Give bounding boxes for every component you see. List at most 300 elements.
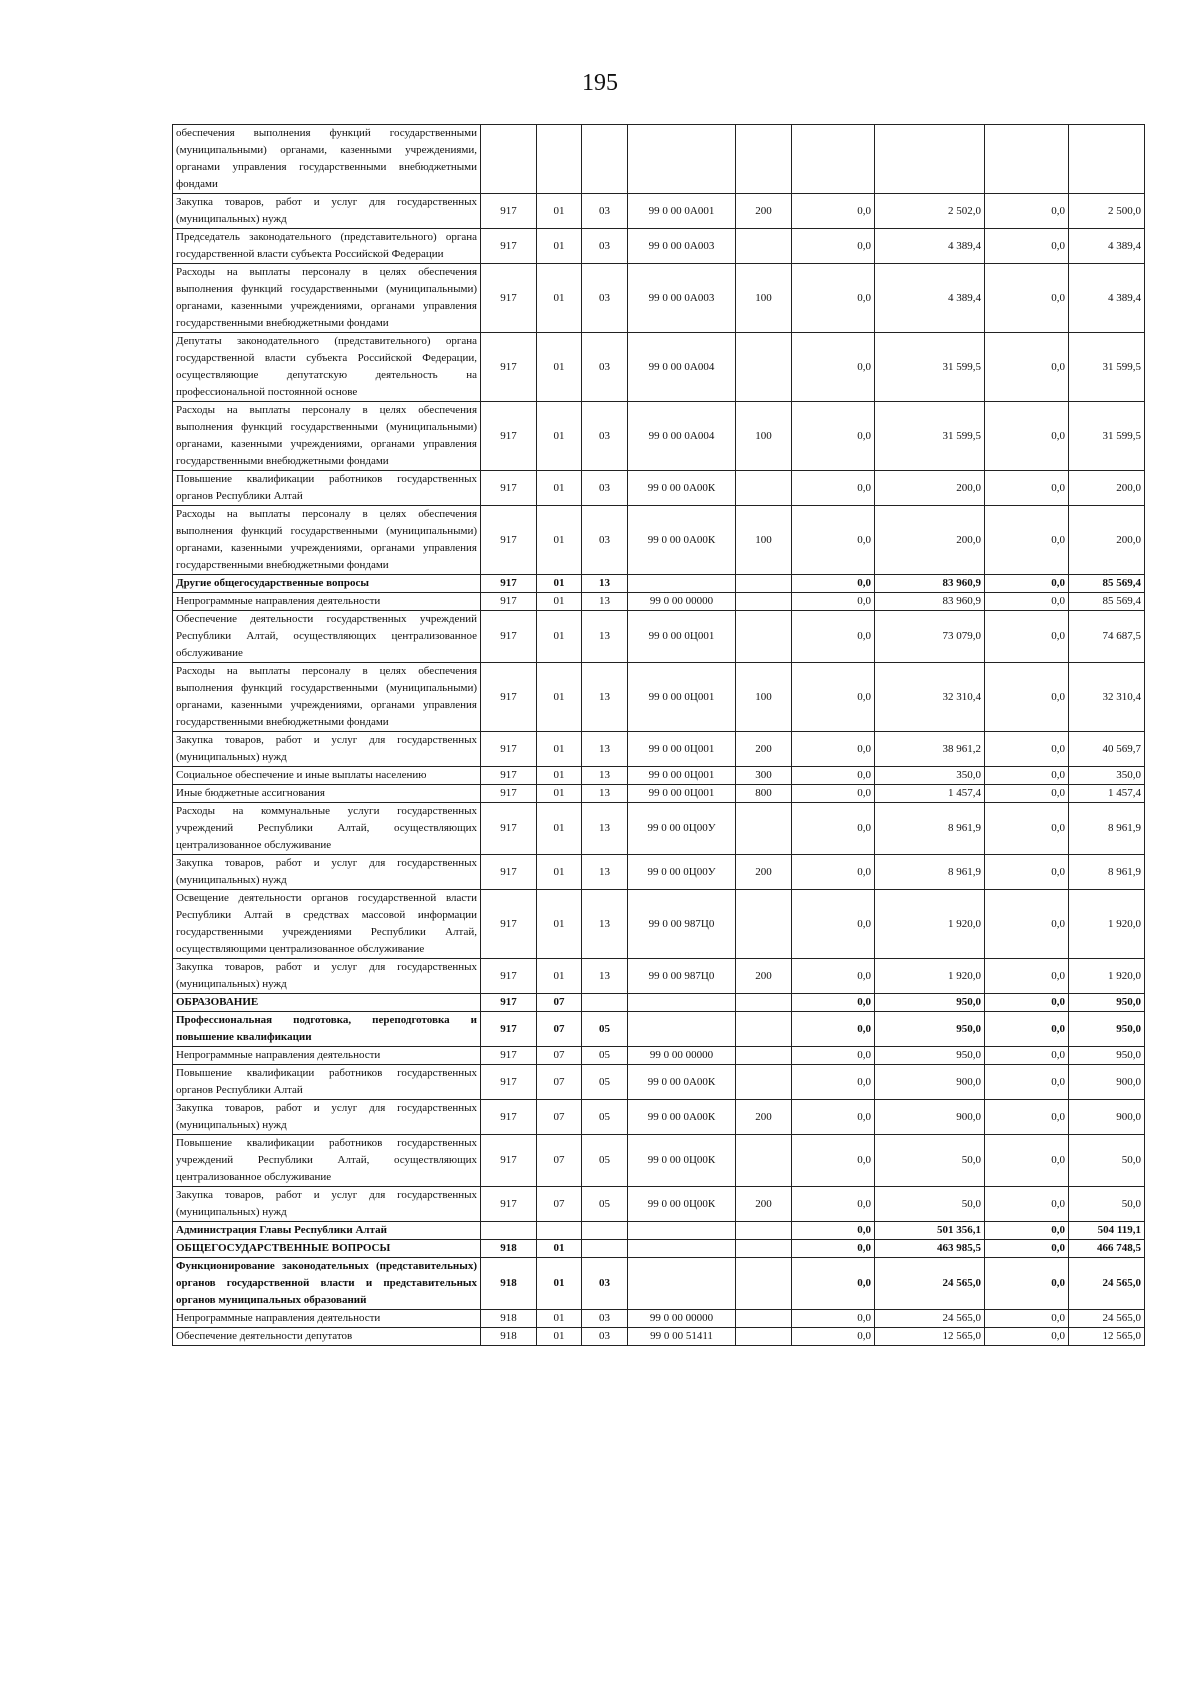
cell-ministry-code: 917 [481, 575, 537, 593]
cell-section-code: 01 [537, 959, 582, 994]
cell-expense-type-code [736, 1012, 792, 1047]
cell-expense-type-code [736, 611, 792, 663]
cell-expense-type-code [736, 1240, 792, 1258]
table-row [173, 803, 1145, 855]
cell-ministry-code: 917 [481, 890, 537, 959]
cell-amount-3: 0,0 [985, 785, 1069, 803]
cell-target-item-code: 99 0 00 00000 [628, 1047, 736, 1065]
cell-expense-type-code: 300 [736, 767, 792, 785]
cell-amount-4: 31 599,5 [1069, 402, 1145, 471]
cell-amount-4: 50,0 [1069, 1135, 1145, 1187]
cell-amount-4: 8 961,9 [1069, 855, 1145, 890]
cell-amount-2: 38 961,2 [875, 732, 985, 767]
cell-amount-2: 2 502,0 [875, 194, 985, 229]
cell-amount-3: 0,0 [985, 1222, 1069, 1240]
cell-amount-1: 0,0 [792, 593, 875, 611]
cell-description: Закупка товаров, работ и услуг для государственных (муниципальных) нужд [173, 732, 481, 767]
cell-amount-4: 12 565,0 [1069, 1328, 1145, 1346]
cell-amount-4: 4 389,4 [1069, 229, 1145, 264]
table-row [173, 890, 1145, 959]
cell-ministry-code: 917 [481, 194, 537, 229]
table-row [173, 333, 1145, 402]
table-body [173, 125, 1145, 1346]
cell-section-code: 07 [537, 1187, 582, 1222]
cell-description: Освещение деятельности органов государственной власти Республики Алтай в средствах массовой информации государственными учреждениями Республики Алтай, осуществляющими централизованное обслуживание [173, 890, 481, 959]
cell-expense-type-code [736, 229, 792, 264]
cell-expense-type-code [736, 994, 792, 1012]
cell-amount-3: 0,0 [985, 402, 1069, 471]
cell-ministry-code: 917 [481, 593, 537, 611]
table-row [173, 611, 1145, 663]
cell-ministry-code: 917 [481, 1012, 537, 1047]
cell-amount-3: 0,0 [985, 855, 1069, 890]
cell-expense-type-code: 200 [736, 194, 792, 229]
cell-description: Профессиональная подготовка, переподготовка и повышение квалификации [173, 1012, 481, 1047]
cell-amount-4: 504 119,1 [1069, 1222, 1145, 1240]
cell-ministry-code: 917 [481, 1065, 537, 1100]
table-row [173, 1187, 1145, 1222]
cell-ministry-code: 917 [481, 803, 537, 855]
cell-section-code: 01 [537, 471, 582, 506]
cell-description: обеспечения выполнения функций государственными (муниципальными) органами, казенными учреждениями, органами управления государственными внебюджетными фондами [173, 125, 481, 194]
cell-subsection-code [582, 994, 628, 1012]
cell-amount-4: 900,0 [1069, 1065, 1145, 1100]
cell-amount-2: 24 565,0 [875, 1258, 985, 1310]
cell-description: Социальное обеспечение и иные выплаты населению [173, 767, 481, 785]
cell-ministry-code [481, 1222, 537, 1240]
cell-section-code: 01 [537, 575, 582, 593]
cell-expense-type-code [736, 1047, 792, 1065]
cell-amount-1: 0,0 [792, 663, 875, 732]
cell-expense-type-code: 200 [736, 732, 792, 767]
cell-subsection-code: 03 [582, 194, 628, 229]
cell-amount-1: 0,0 [792, 1065, 875, 1100]
cell-amount-3: 0,0 [985, 575, 1069, 593]
cell-amount-1: 0,0 [792, 1012, 875, 1047]
cell-expense-type-code [736, 890, 792, 959]
cell-amount-1: 0,0 [792, 264, 875, 333]
cell-target-item-code [628, 1258, 736, 1310]
cell-section-code: 01 [537, 1258, 582, 1310]
cell-amount-4: 4 389,4 [1069, 264, 1145, 333]
cell-ministry-code: 917 [481, 1047, 537, 1065]
cell-amount-3: 0,0 [985, 333, 1069, 402]
cell-amount-1: 0,0 [792, 1328, 875, 1346]
cell-description: Расходы на выплаты персоналу в целях обеспечения выполнения функций государственными (муниципальными) органами, казенными учреждениями, органами управления государственными внебюджетными фондами [173, 506, 481, 575]
cell-amount-1: 0,0 [792, 994, 875, 1012]
cell-target-item-code: 99 0 00 0Ц001 [628, 785, 736, 803]
cell-section-code: 01 [537, 767, 582, 785]
cell-subsection-code: 13 [582, 767, 628, 785]
page-number: 195 [582, 70, 618, 96]
cell-ministry-code: 917 [481, 402, 537, 471]
cell-expense-type-code [736, 1135, 792, 1187]
cell-subsection-code: 03 [582, 1328, 628, 1346]
cell-target-item-code: 99 0 00 0Ц001 [628, 663, 736, 732]
cell-amount-4: 85 569,4 [1069, 593, 1145, 611]
cell-expense-type-code: 100 [736, 663, 792, 732]
cell-amount-4: 950,0 [1069, 994, 1145, 1012]
cell-ministry-code: 917 [481, 1187, 537, 1222]
cell-ministry-code: 917 [481, 506, 537, 575]
table-row [173, 1240, 1145, 1258]
cell-amount-2: 1 457,4 [875, 785, 985, 803]
cell-amount-2: 31 599,5 [875, 402, 985, 471]
cell-subsection-code: 03 [582, 471, 628, 506]
cell-target-item-code: 99 0 00 0А001 [628, 194, 736, 229]
cell-amount-3 [985, 125, 1069, 194]
cell-amount-4: 200,0 [1069, 506, 1145, 575]
cell-amount-3: 0,0 [985, 803, 1069, 855]
cell-description: ОБЩЕГОСУДАРСТВЕННЫЕ ВОПРОСЫ [173, 1240, 481, 1258]
table-row [173, 1328, 1145, 1346]
cell-amount-3: 0,0 [985, 890, 1069, 959]
cell-target-item-code: 99 0 00 987Ц0 [628, 959, 736, 994]
cell-amount-2: 24 565,0 [875, 1310, 985, 1328]
cell-subsection-code: 13 [582, 732, 628, 767]
cell-amount-2: 8 961,9 [875, 803, 985, 855]
cell-subsection-code: 05 [582, 1187, 628, 1222]
cell-target-item-code: 99 0 00 0Ц001 [628, 732, 736, 767]
cell-amount-4: 200,0 [1069, 471, 1145, 506]
cell-expense-type-code: 200 [736, 1100, 792, 1135]
cell-target-item-code: 99 0 00 0А00К [628, 1100, 736, 1135]
table-row [173, 402, 1145, 471]
cell-ministry-code: 917 [481, 1100, 537, 1135]
cell-amount-2 [875, 125, 985, 194]
cell-amount-2: 83 960,9 [875, 575, 985, 593]
cell-ministry-code: 917 [481, 994, 537, 1012]
cell-subsection-code: 05 [582, 1012, 628, 1047]
cell-ministry-code: 918 [481, 1310, 537, 1328]
cell-amount-1 [792, 125, 875, 194]
cell-amount-4: 1 920,0 [1069, 959, 1145, 994]
cell-amount-3: 0,0 [985, 1328, 1069, 1346]
cell-amount-1: 0,0 [792, 1187, 875, 1222]
cell-subsection-code: 03 [582, 333, 628, 402]
cell-expense-type-code [736, 593, 792, 611]
cell-amount-4: 40 569,7 [1069, 732, 1145, 767]
cell-description: Непрограммные направления деятельности [173, 1310, 481, 1328]
cell-description: Расходы на выплаты персоналу в целях обеспечения выполнения функций государственными (муниципальными) органами, казенными учреждениями, органами управления государственными внебюджетными фондами [173, 663, 481, 732]
cell-description: Повышение квалификации работников государственных органов Республики Алтай [173, 1065, 481, 1100]
table-row [173, 471, 1145, 506]
cell-subsection-code: 03 [582, 1258, 628, 1310]
cell-ministry-code: 917 [481, 611, 537, 663]
cell-section-code: 07 [537, 994, 582, 1012]
table-row [173, 1047, 1145, 1065]
cell-target-item-code [628, 1240, 736, 1258]
cell-target-item-code: 99 0 00 0А003 [628, 229, 736, 264]
cell-section-code: 07 [537, 1135, 582, 1187]
cell-amount-3: 0,0 [985, 1310, 1069, 1328]
table-row [173, 1310, 1145, 1328]
cell-expense-type-code [736, 471, 792, 506]
cell-subsection-code: 13 [582, 575, 628, 593]
cell-subsection-code: 13 [582, 785, 628, 803]
cell-section-code: 01 [537, 611, 582, 663]
cell-amount-3: 0,0 [985, 1135, 1069, 1187]
cell-amount-2: 200,0 [875, 471, 985, 506]
cell-target-item-code: 99 0 00 00000 [628, 593, 736, 611]
cell-ministry-code: 918 [481, 1240, 537, 1258]
cell-amount-3: 0,0 [985, 506, 1069, 575]
cell-description: Непрограммные направления деятельности [173, 593, 481, 611]
cell-target-item-code: 99 0 00 0Ц001 [628, 611, 736, 663]
cell-description: Обеспечение деятельности депутатов [173, 1328, 481, 1346]
cell-amount-4: 8 961,9 [1069, 803, 1145, 855]
cell-amount-1: 0,0 [792, 767, 875, 785]
cell-target-item-code: 99 0 00 987Ц0 [628, 890, 736, 959]
cell-amount-3: 0,0 [985, 1012, 1069, 1047]
cell-description: Повышение квалификации работников государственных органов Республики Алтай [173, 471, 481, 506]
table-row [173, 229, 1145, 264]
cell-amount-4: 32 310,4 [1069, 663, 1145, 732]
cell-amount-1: 0,0 [792, 1310, 875, 1328]
cell-target-item-code: 99 0 00 0А00К [628, 506, 736, 575]
cell-amount-1: 0,0 [792, 1100, 875, 1135]
table-row [173, 264, 1145, 333]
cell-subsection-code: 03 [582, 229, 628, 264]
cell-target-item-code [628, 994, 736, 1012]
table-row [173, 767, 1145, 785]
cell-section-code: 01 [537, 506, 582, 575]
cell-description: Председатель законодательного (представительного) органа государственной власти субъекта Российской Федерации [173, 229, 481, 264]
cell-amount-4: 1 457,4 [1069, 785, 1145, 803]
cell-amount-3: 0,0 [985, 471, 1069, 506]
cell-description: Расходы на коммунальные услуги государственных учреждений Республики Алтай, осуществляющих централизованное обслуживание [173, 803, 481, 855]
cell-subsection-code [582, 1240, 628, 1258]
cell-subsection-code: 05 [582, 1135, 628, 1187]
cell-expense-type-code [736, 575, 792, 593]
table-row [173, 1100, 1145, 1135]
cell-subsection-code: 05 [582, 1047, 628, 1065]
cell-amount-4: 950,0 [1069, 1047, 1145, 1065]
cell-section-code: 01 [537, 1328, 582, 1346]
table-row [173, 125, 1145, 194]
table-row [173, 732, 1145, 767]
cell-amount-1: 0,0 [792, 803, 875, 855]
cell-target-item-code [628, 575, 736, 593]
cell-expense-type-code [736, 1258, 792, 1310]
cell-section-code: 01 [537, 194, 582, 229]
cell-description: Иные бюджетные ассигнования [173, 785, 481, 803]
cell-section-code: 07 [537, 1100, 582, 1135]
cell-ministry-code: 917 [481, 663, 537, 732]
cell-description: Расходы на выплаты персоналу в целях обеспечения выполнения функций государственными (муниципальными) органами, казенными учреждениями, органами управления государственными внебюджетными фондами [173, 402, 481, 471]
cell-subsection-code: 13 [582, 959, 628, 994]
cell-description: Непрограммные направления деятельности [173, 1047, 481, 1065]
cell-ministry-code: 917 [481, 959, 537, 994]
table-row [173, 959, 1145, 994]
cell-section-code: 01 [537, 732, 582, 767]
cell-amount-1: 0,0 [792, 194, 875, 229]
cell-expense-type-code [736, 1310, 792, 1328]
cell-target-item-code [628, 1222, 736, 1240]
cell-amount-3: 0,0 [985, 1100, 1069, 1135]
cell-subsection-code: 13 [582, 663, 628, 732]
cell-subsection-code: 05 [582, 1065, 628, 1100]
cell-ministry-code: 918 [481, 1328, 537, 1346]
cell-description: Повышение квалификации работников государственных учреждений Республики Алтай, осуществляющих централизованное обслуживание [173, 1135, 481, 1187]
cell-amount-3: 0,0 [985, 1258, 1069, 1310]
cell-amount-1: 0,0 [792, 229, 875, 264]
cell-amount-1: 0,0 [792, 1222, 875, 1240]
cell-amount-4: 50,0 [1069, 1187, 1145, 1222]
cell-target-item-code: 99 0 00 00000 [628, 1310, 736, 1328]
cell-section-code: 01 [537, 264, 582, 333]
cell-ministry-code: 918 [481, 1258, 537, 1310]
cell-ministry-code: 917 [481, 855, 537, 890]
cell-amount-3: 0,0 [985, 1065, 1069, 1100]
cell-amount-2: 4 389,4 [875, 229, 985, 264]
cell-description: Закупка товаров, работ и услуг для государственных (муниципальных) нужд [173, 1100, 481, 1135]
table-row [173, 855, 1145, 890]
cell-subsection-code: 13 [582, 803, 628, 855]
cell-section-code: 01 [537, 402, 582, 471]
cell-ministry-code: 917 [481, 767, 537, 785]
cell-target-item-code: 99 0 00 0А004 [628, 333, 736, 402]
cell-ministry-code: 917 [481, 264, 537, 333]
cell-section-code: 01 [537, 785, 582, 803]
cell-amount-1: 0,0 [792, 1240, 875, 1258]
cell-target-item-code: 99 0 00 0Ц001 [628, 767, 736, 785]
cell-subsection-code: 13 [582, 611, 628, 663]
cell-amount-1: 0,0 [792, 333, 875, 402]
cell-amount-3: 0,0 [985, 264, 1069, 333]
cell-description: Расходы на выплаты персоналу в целях обеспечения выполнения функций государственными (муниципальными) органами, казенными учреждениями, органами управления государственными внебюджетными фондами [173, 264, 481, 333]
cell-amount-1: 0,0 [792, 732, 875, 767]
cell-amount-2: 8 961,9 [875, 855, 985, 890]
cell-subsection-code: 13 [582, 855, 628, 890]
cell-target-item-code: 99 0 00 0А003 [628, 264, 736, 333]
cell-section-code: 01 [537, 855, 582, 890]
table-row [173, 785, 1145, 803]
cell-amount-3: 0,0 [985, 1187, 1069, 1222]
cell-target-item-code [628, 125, 736, 194]
cell-ministry-code: 917 [481, 229, 537, 264]
cell-description: Закупка товаров, работ и услуг для государственных (муниципальных) нужд [173, 1187, 481, 1222]
cell-expense-type-code: 100 [736, 402, 792, 471]
cell-description: Закупка товаров, работ и услуг для государственных (муниципальных) нужд [173, 959, 481, 994]
cell-target-item-code: 99 0 00 51411 [628, 1328, 736, 1346]
cell-amount-4: 24 565,0 [1069, 1310, 1145, 1328]
cell-description: Функционирование законодательных (представительных) органов государственной власти и представительных органов муниципальных образований [173, 1258, 481, 1310]
cell-description: Другие общегосударственные вопросы [173, 575, 481, 593]
table-row [173, 194, 1145, 229]
table-row [173, 1135, 1145, 1187]
cell-amount-1: 0,0 [792, 1135, 875, 1187]
cell-amount-2: 31 599,5 [875, 333, 985, 402]
cell-description: Закупка товаров, работ и услуг для государственных (муниципальных) нужд [173, 855, 481, 890]
cell-target-item-code: 99 0 00 0Ц00У [628, 803, 736, 855]
cell-amount-4: 950,0 [1069, 1012, 1145, 1047]
cell-description: Обеспечение деятельности государственных учреждений Республики Алтай, осуществляющих централизованное обслуживание [173, 611, 481, 663]
cell-subsection-code: 03 [582, 506, 628, 575]
cell-amount-3: 0,0 [985, 194, 1069, 229]
cell-amount-4: 24 565,0 [1069, 1258, 1145, 1310]
cell-amount-2: 950,0 [875, 994, 985, 1012]
cell-amount-1: 0,0 [792, 1258, 875, 1310]
cell-expense-type-code [736, 1065, 792, 1100]
cell-subsection-code: 13 [582, 593, 628, 611]
cell-amount-1: 0,0 [792, 402, 875, 471]
cell-amount-3: 0,0 [985, 959, 1069, 994]
cell-section-code: 01 [537, 229, 582, 264]
cell-ministry-code: 917 [481, 732, 537, 767]
cell-amount-2: 900,0 [875, 1065, 985, 1100]
cell-amount-1: 0,0 [792, 611, 875, 663]
cell-target-item-code: 99 0 00 0Ц00К [628, 1135, 736, 1187]
table-row [173, 506, 1145, 575]
cell-section-code: 01 [537, 593, 582, 611]
cell-amount-4: 900,0 [1069, 1100, 1145, 1135]
cell-expense-type-code [736, 803, 792, 855]
table-row [173, 1222, 1145, 1240]
cell-amount-2: 50,0 [875, 1135, 985, 1187]
cell-amount-3: 0,0 [985, 663, 1069, 732]
cell-ministry-code [481, 125, 537, 194]
cell-subsection-code: 03 [582, 1310, 628, 1328]
cell-amount-2: 12 565,0 [875, 1328, 985, 1346]
cell-expense-type-code [736, 1222, 792, 1240]
cell-amount-3: 0,0 [985, 732, 1069, 767]
cell-amount-4: 466 748,5 [1069, 1240, 1145, 1258]
cell-amount-2: 463 985,5 [875, 1240, 985, 1258]
cell-amount-2: 83 960,9 [875, 593, 985, 611]
cell-amount-2: 501 356,1 [875, 1222, 985, 1240]
table-row [173, 1065, 1145, 1100]
table-row [173, 994, 1145, 1012]
cell-target-item-code: 99 0 00 0Ц00К [628, 1187, 736, 1222]
cell-amount-2: 50,0 [875, 1187, 985, 1222]
cell-subsection-code: 03 [582, 402, 628, 471]
cell-amount-3: 0,0 [985, 611, 1069, 663]
cell-expense-type-code: 200 [736, 1187, 792, 1222]
cell-section-code: 01 [537, 333, 582, 402]
cell-expense-type-code [736, 125, 792, 194]
cell-expense-type-code: 200 [736, 855, 792, 890]
table-row [173, 1258, 1145, 1310]
cell-amount-2: 950,0 [875, 1012, 985, 1047]
cell-amount-2: 4 389,4 [875, 264, 985, 333]
cell-amount-1: 0,0 [792, 471, 875, 506]
cell-amount-3: 0,0 [985, 593, 1069, 611]
cell-amount-1: 0,0 [792, 785, 875, 803]
cell-ministry-code: 917 [481, 333, 537, 402]
cell-section-code: 07 [537, 1065, 582, 1100]
cell-amount-4: 2 500,0 [1069, 194, 1145, 229]
cell-amount-3: 0,0 [985, 767, 1069, 785]
cell-section-code: 07 [537, 1012, 582, 1047]
cell-target-item-code: 99 0 00 0Ц00У [628, 855, 736, 890]
cell-amount-1: 0,0 [792, 890, 875, 959]
cell-expense-type-code: 100 [736, 506, 792, 575]
cell-amount-1: 0,0 [792, 506, 875, 575]
cell-ministry-code: 917 [481, 1135, 537, 1187]
cell-expense-type-code [736, 1328, 792, 1346]
cell-amount-2: 900,0 [875, 1100, 985, 1135]
cell-target-item-code: 99 0 00 0А00К [628, 1065, 736, 1100]
cell-subsection-code [582, 125, 628, 194]
cell-expense-type-code: 800 [736, 785, 792, 803]
cell-amount-4: 1 920,0 [1069, 890, 1145, 959]
cell-target-item-code: 99 0 00 0А004 [628, 402, 736, 471]
cell-amount-4: 85 569,4 [1069, 575, 1145, 593]
cell-ministry-code: 917 [481, 785, 537, 803]
cell-section-code: 01 [537, 803, 582, 855]
cell-amount-2: 1 920,0 [875, 959, 985, 994]
